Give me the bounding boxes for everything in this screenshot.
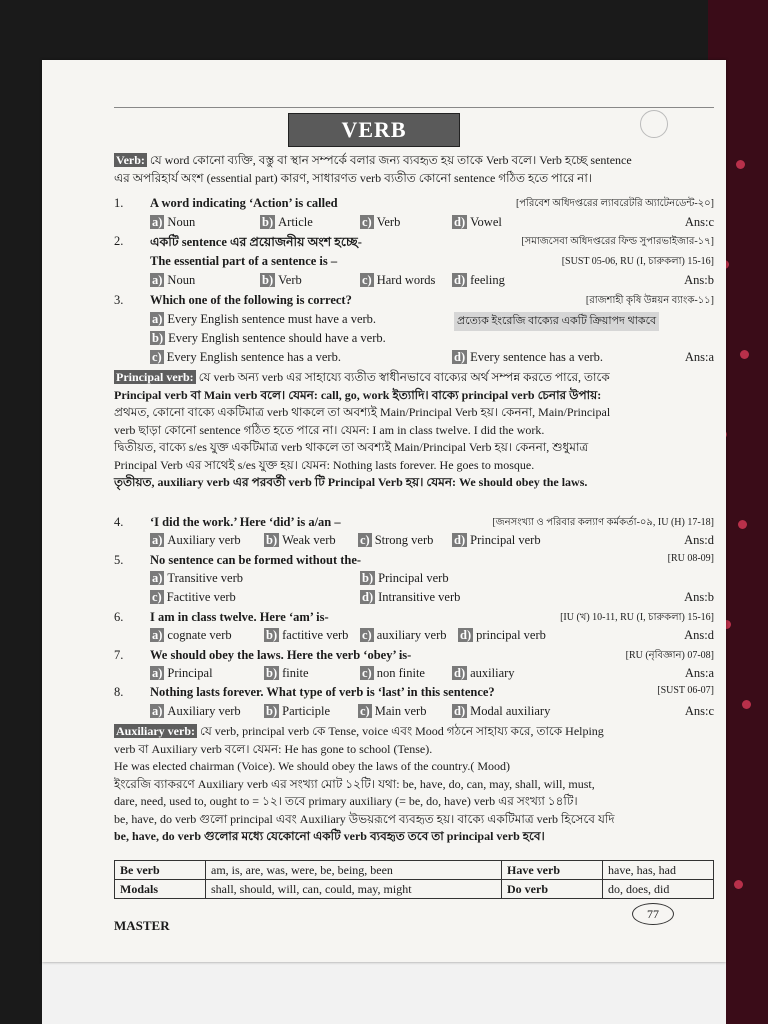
section-label-principal: Principal verb:: [116, 370, 194, 384]
question-2-english: The essential part of a sentence is – [SUST 05-06, RU (I, চারুকলা) 15-16]: [150, 254, 714, 268]
question-6-options: a) cognate verb b) factitive verb c) auxiliary verb d) principal verb Ans:d: [152, 628, 714, 642]
question-5-options-ab: a) Transitive verb b) Principal verb: [152, 571, 449, 585]
section-label-verb: Verb:: [116, 153, 145, 167]
answer: Ans:c: [684, 215, 714, 229]
question-8-options: a) Auxiliary verb b) Participle c) Main verb d) Modal auxiliary Ans:c: [152, 704, 714, 718]
question-1: 1. A word indicating ‘Action’ is called [পরিবেশ অধিদপ্তরের ল্যাবরেটরি অ্যাটেনডেন্ট-২০]: [114, 196, 714, 210]
question-5-options-cd: c) Factitive verb d) Intransitive verb Ans:b: [152, 590, 714, 604]
verb-definition: Verb: যে word কোনো ব্যক্তি, বস্তু বা স্থান সম্পর্কে বলার জন্য ব্যবহৃত হয় তাকে Verb বলে। Verb হচ্ছে sentence এর অপরিহার্য অংশ (essential part) কারণ, সাধারণত verb ব্যতীত কোনো sentence গঠিত হতে পারে না।: [114, 153, 632, 185]
answer: Ans:a: [684, 666, 714, 680]
principal-verb-section: Principal verb: যে verb অন্য verb এর সাহায্যে ব্যতীত স্বাধীনভাবে বাক্যের অর্থ সম্পন্ন করতে পারে, তাকে Principal verb বা Main verb বলে। যেমন: call, go, work ইত্যাদি। বাক্যে principal verb চেনার উপায়: প্রথমত, কোনো বাক্যে একটিমাত্র verb থাকলে তা অবশ্যই Main/Principal Verb হয়। কেননা, Main/Principal verb ছাড়া কোনো sentence গঠিত হতে পারে না। যেমন: I am in class twelve. I did the work. দ্বিতীয়ত, বাক্যে s/es যুক্ত একটিমাত্র verb থাকলে তা অবশ্যই Main/Principal Verb হয়। কেননা, শুধুমাত্র Principal Verb এর সাথেই s/es যুক্ত হয়। যেমন: Nothing lasts forever. He goes to mosque. তৃতীয়ত, auxiliary verb এর পরবর্তী verb টি Principal Verb হয়। যেমন: We should obey the laws.: [114, 370, 611, 489]
auxiliary-verb-section: Auxiliary verb: যে verb, principal verb কে Tense, voice এবং Mood গঠনে সাহায্য করে, তাকে Helping verb বা Auxiliary verb বলে। যেমন: He has gone to school (Tense). He was elected chairman (Voice). We should obey the laws of the country.( Mood) ইংরেজি ব্যাকরণে Auxiliary verb এর সংখ্যা মোট ১২টি। যথা: be, have, do, can, may, shall, will, must, dare, need, used to, ought to = ১২। তবে primary auxiliary (= be, do, have) verb এর সংখ্যা ১৪টি। be, have, do verb গুলো principal এবং Auxiliary উভয়রূপে ব্যবহৃত হয়। বাক্যে একটিমাত্র verb হিসেবে যদি be, have, do verb গুলোর মধ্যে যেকোনো একটি verb ব্যবহৃত তবে তা principal verb হবে।: [114, 724, 615, 843]
answer: Ans:d: [684, 533, 714, 547]
answer: Ans:b: [684, 590, 714, 604]
answer: Ans:b: [684, 273, 714, 287]
verb-forms-table: [114, 860, 714, 899]
question-3-option-c-d: c) Every English sentence has a verb. d) Every sentence has a verb. Ans:a: [152, 350, 714, 364]
page-number: 77: [632, 903, 674, 925]
question-4: 4. ‘I did the work.’ Here ‘did’ is a/an – [জনসংখ্যা ও পরিবার কল্যাণ কর্মকর্তা-০৯, IU (H) 17-18]: [114, 515, 714, 529]
answer: Ans:c: [684, 704, 714, 718]
table-row: Modals shall, should, will, can, could, may, might Do verb do, does, did: [115, 880, 714, 899]
question-2-options: a) Noun b) Verb c) Hard words d) feeling Ans:b: [152, 273, 714, 287]
question-3-option-b: b) Every English sentence should have a verb.: [152, 331, 386, 345]
answer: Ans:a: [684, 350, 714, 364]
question-4-options: a) Auxiliary verb b) Weak verb c) Strong verb d) Principal verb Ans:d: [152, 533, 714, 547]
question-7: 7. We should obey the laws. Here the verb ‘obey’ is- [RU (নৃবিজ্ঞান) 07-08]: [114, 648, 714, 662]
question-3: 3. Which one of the following is correct? [রাজশাহী কৃষি উন্নয়ন ব্যাংক-১১]: [114, 293, 714, 307]
document-page: [42, 60, 726, 962]
table-row: Be verb am, is, are, was, were, be, being, been Have verb have, has, had: [115, 861, 714, 880]
answer: Ans:d: [684, 628, 714, 642]
question-8: 8. Nothing lasts forever. What type of verb is ‘last’ in this sentence? [SUST 06-07]: [114, 685, 714, 699]
section-label-auxiliary: Auxiliary verb:: [116, 724, 195, 738]
question-2: 2. একটি sentence এর প্রয়োজনীয় অংশ হচ্ছে- [সমাজসেবা অধিদপ্তরের ফিল্ড সুপারভাইজার-১৭]: [114, 234, 714, 249]
bangla-note: প্রত্যেক ইংরেজি বাক্যের একটি ক্রিয়াপদ থাকবে: [454, 312, 659, 331]
question-1-options: a) Noun b) Article c) Verb d) Vowel Ans:c: [152, 215, 714, 229]
question-3-option-a: a) Every English sentence must have a verb. প্রত্যেক ইংরেজি বাক্যের একটি ক্রিয়াপদ থাকবে: [114, 312, 714, 330]
circle-mark: [640, 110, 668, 138]
question-7-options: a) Principal b) finite c) non finite d) auxiliary Ans:a: [152, 666, 714, 680]
header-rule: [114, 107, 714, 108]
question-5: 5. No sentence can be formed without the- [RU 08-09]: [114, 553, 714, 567]
publisher-footer: MASTER: [114, 918, 170, 933]
page-title: VERB: [288, 113, 460, 147]
question-6: 6. I am in class twelve. Here ‘am’ is- [IU (খ) 10-11, RU (I, চারুকলা) 15-16]: [114, 610, 714, 624]
desk-surface: [42, 962, 726, 1024]
